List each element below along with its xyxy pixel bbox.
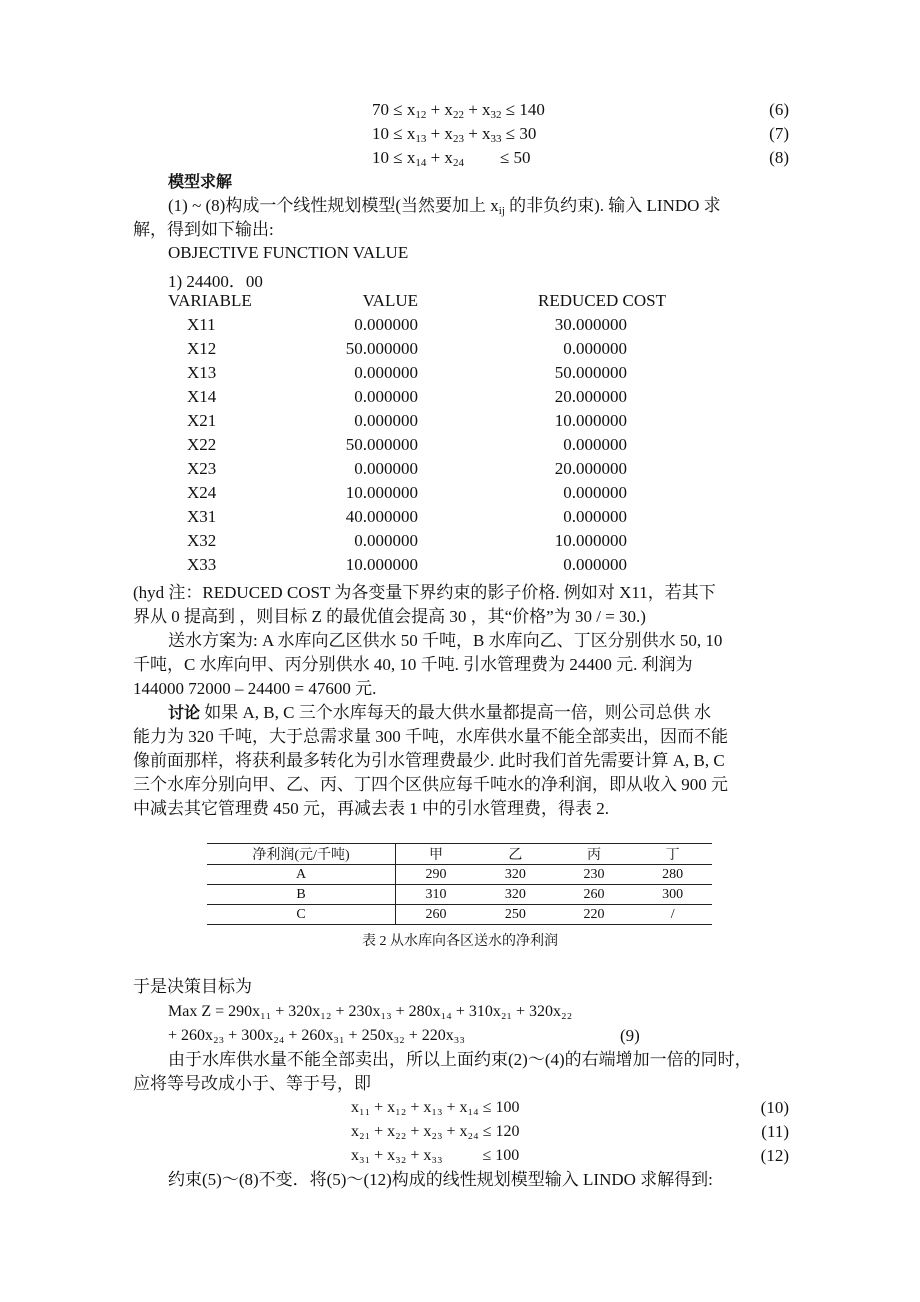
discussion-line: 中减去其它管理费 450 元，再减去表 1 中的引水管理费，得表 2.	[133, 799, 609, 818]
intro-line: (1) ~ (8)构成一个线性规划模型(当然要加上 $x_{ij}$ 的非负约束). 输入 LINDO 求	[168, 196, 721, 217]
output-variable: X33	[187, 555, 217, 574]
output-header-value: VALUE	[362, 291, 418, 310]
table-header-cell: 甲	[429, 848, 443, 863]
table-cell: /	[670, 906, 675, 922]
output-reduced-cost: 50.000000	[554, 363, 627, 382]
output-header-reduced-cost: REDUCED COST	[538, 291, 666, 310]
output-value: 10.000000	[345, 483, 418, 502]
table-row	[207, 885, 712, 905]
equation-number: (10)	[760, 1098, 789, 1117]
output-variable: X12	[187, 339, 217, 358]
table-cell: A	[207, 865, 396, 885]
output-value: 0.000000	[354, 363, 418, 382]
discussion-line: 像前面那样，将获利最多转化为引水管理费最少. 此时我们首先需要计算 A, B, C	[133, 751, 725, 770]
output-reduced-cost: 0.000000	[563, 555, 627, 574]
output-variable: X32	[187, 531, 217, 550]
output-variable: X21	[187, 411, 217, 430]
maxz-line: + 260x₂₃ + 300x₂₄ + 260x₃₁ + 250x₃₂ + 220x₃₃	[168, 1027, 465, 1044]
plan-line: 千吨，C 水库向甲、丙分别供水 40, 10 千吨. 引水管理费为 24400 元. 利润为	[133, 655, 693, 674]
table-cell: 320	[504, 886, 526, 902]
output-value: 0.000000	[354, 531, 418, 550]
output-value: 0.000000	[354, 315, 418, 334]
table-header-row	[207, 844, 712, 865]
output-variable: X13	[187, 363, 217, 382]
output-reduced-cost: 0.000000	[563, 483, 627, 502]
output-variable: X23	[187, 459, 217, 478]
equation-number: (8)	[769, 148, 789, 167]
output-reduced-cost: 20.000000	[554, 387, 627, 406]
equation-number: (7)	[769, 124, 789, 143]
plan-line: 送水方案为: A 水库向乙区供水 50 千吨，B 水库向乙、丁区分别供水 50, 10	[168, 631, 723, 650]
table-cell: 290	[425, 866, 447, 882]
output-variable: X24	[187, 483, 217, 502]
note-line: 界从 0 提高到 ，则目标 Z 的最优值会提高 30 ，其“价格”为 30 / = 30.)	[133, 607, 646, 626]
output-value: 40.000000	[345, 507, 418, 526]
table-cell: 260	[425, 906, 447, 922]
table-cell: 250	[504, 906, 526, 922]
table-header-cell: 丁	[665, 848, 680, 863]
constraint-line: 由于水库供水量不能全部卖出，所以上面约束(2)～(4)的右端增加一倍的同时，	[168, 1050, 752, 1069]
equation-10: x₁₁ + x₁₂ + x₁₃ + x₁₄ ≤ 100	[351, 1099, 520, 1116]
output-header-variable: VARIABLE	[168, 291, 252, 310]
output-reduced-cost: 30.000000	[554, 315, 627, 334]
discussion-label: 讨论	[168, 703, 201, 722]
table-caption: 表 2 从水库向各区送水的净利润	[362, 934, 558, 949]
output-value: 0.000000	[354, 459, 418, 478]
output-value: 0.000000	[354, 411, 418, 430]
section-heading: 模型求解	[168, 172, 233, 191]
output-value: 10.000000	[345, 555, 418, 574]
intro-line: 解，得到如下输出:	[133, 220, 274, 239]
table-header-cell: 乙	[508, 848, 523, 863]
final-line: 约束(5)～(8)不变．将(5)～(12)构成的线性规划模型输入 LINDO 求解得到:	[168, 1170, 713, 1189]
equation-6: $70 \le x_{12} + x_{22} + x_{32} \le 140$	[372, 100, 545, 121]
equation-number: (9)	[620, 1026, 640, 1045]
objective-value: 1) 24400．00	[168, 272, 263, 291]
equation-12: x₃₁ + x₃₂ + x₃₃ ≤ 100	[351, 1147, 520, 1164]
objective-intro: 于是决策目标为	[133, 977, 252, 996]
output-variable: X31	[187, 507, 217, 526]
table-cell: 320	[504, 866, 526, 882]
plan-line: 144000 72000 – 24400 = 47600 元.	[133, 679, 377, 698]
table-cell: 300	[662, 886, 684, 902]
constraint-line: 应将等号改成小于、等于号，即	[133, 1074, 371, 1093]
table-header-cell: 净利润(元/千吨)	[207, 844, 396, 865]
table-cell: 260	[583, 886, 605, 902]
discussion-line: 三个水库分别向甲、乙、丙、丁四个区供应每千吨水的净利润，即从收入 900 元	[133, 775, 728, 794]
table-cell: 230	[583, 866, 605, 882]
net-profit-table	[207, 843, 712, 925]
table-cell: 310	[425, 886, 447, 902]
equation-number: (6)	[769, 100, 789, 119]
note-line: (hyd 注：REDUCED COST 为各变量下界约束的影子价格. 例如对 X11，若其下	[133, 583, 716, 602]
objective-label: OBJECTIVE FUNCTION VALUE	[168, 243, 409, 262]
table-cell: 280	[662, 866, 684, 882]
output-reduced-cost: 0.000000	[563, 507, 627, 526]
equation-number: (12)	[760, 1146, 789, 1165]
discussion-line: 讨论 如果 A, B, C 三个水库每天的最大供水量都提高一倍，则公司总供 水	[168, 703, 711, 722]
table-header-cell: 丙	[587, 848, 601, 863]
discussion-line: 能力为 320 千吨，大于总需求量 300 千吨，水库供水量不能全部卖出，因而不能	[133, 727, 728, 746]
output-variable: X14	[187, 387, 217, 406]
equation-7: $10 \le x_{13} + x_{23} + x_{33} \le 30$	[372, 124, 537, 145]
equation-11: x₂₁ + x₂₂ + x₂₃ + x₂₄ ≤ 120	[351, 1123, 520, 1140]
table-row	[207, 865, 712, 885]
output-reduced-cost: 0.000000	[563, 339, 627, 358]
table-cell: B	[207, 885, 396, 905]
equation-8: $10 \le x_{14} + x_{24} \le 50$	[372, 148, 531, 169]
table-cell: 220	[583, 906, 605, 922]
output-reduced-cost: 10.000000	[554, 411, 627, 430]
output-value: 50.000000	[345, 339, 418, 358]
output-reduced-cost: 10.000000	[554, 531, 627, 550]
output-value: 50.000000	[345, 435, 418, 454]
table-cell: C	[207, 905, 396, 925]
output-value: 0.000000	[354, 387, 418, 406]
output-reduced-cost: 20.000000	[554, 459, 627, 478]
output-reduced-cost: 0.000000	[563, 435, 627, 454]
output-variable: X22	[187, 435, 217, 454]
table-row	[207, 905, 712, 925]
maxz-line: Max Z = 290x₁₁ + 320x₁₂ + 230x₁₃ + 280x₁₄ + 310x₂₁ + 320x₂₂	[168, 1003, 573, 1020]
equation-number: (11)	[761, 1122, 789, 1141]
output-variable: X11	[187, 315, 216, 334]
